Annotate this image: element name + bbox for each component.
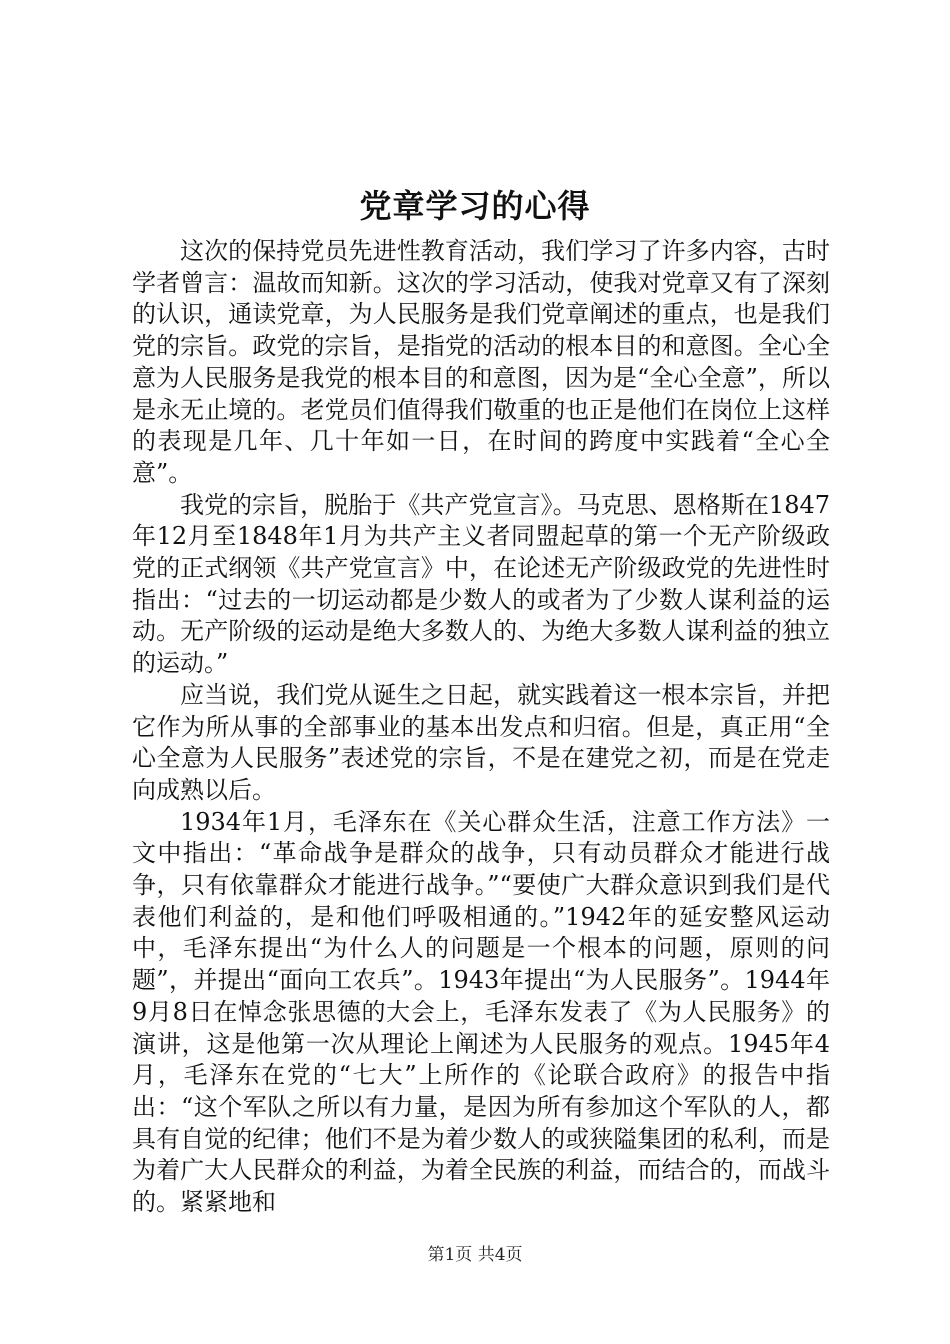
page-footer: 第1页 共4页	[427, 1245, 523, 1265]
paragraph-2: 我党的宗旨，脱胎于《共产党宣言》。马克思、恩格斯在1847年12月至1848年1月为共产主义者同盟起草的第一个无产阶级政党的正式纲领《共产党宣言》中，在论述无产阶级政党的先进性时指出：“过去的一切运动都是少数人的或者为了少数人谋利益的运动。无产阶级的运动是绝大多数人的、为绝大多数人谋利益的独立的运动。”	[132, 490, 830, 678]
document-title: 党章学习的心得	[359, 187, 591, 225]
paragraph-4: 1934年1月，毛泽东在《关心群众生活，注意工作方法》一文中指出：“革命战争是群众的战争，只有动员群众才能进行战争，只有依靠群众才能进行战争。”“要使广大群众意识到我们是代表他们利益的，是和他们呼吸相通的。”1942年的延安整风运动中，毛泽东提出“为什么人的问题是一个根本的问题，原则的问题”，并提出“面向工农兵”。1943年提出“为人民服务”。1944年9月8日在悼念张思德的大会上，毛泽东发表了《为人民服务》的演讲，这是他第一次从理论上阐述为人民服务的观点。1945年4月，毛泽东在党的“七大”上所作的《论联合政府》的报告中指出：“这个军队之所以有力量，是因为所有参加这个军队的人，都具有自觉的纪律；他们不是为着少数人的或狭隘集团的私利，而是为着广大人民群众的利益，为着全民族的利益，而结合的，而战斗的。紧紧地和	[132, 807, 830, 1217]
document-body	[132, 236, 830, 1219]
paragraph-3: 应当说，我们党从诞生之日起，就实践着这一根本宗旨，并把它作为所从事的全部事业的基本出发点和归宿。但是，真正用“全心全意为人民服务”表述党的宗旨，不是在建党之初，而是在党走向成熟以后。	[132, 680, 830, 804]
paragraph-1: 这次的保持党员先进性教育活动，我们学习了许多内容，古时学者曾言：温故而知新。这次的学习活动，使我对党章又有了深刻的认识，通读党章，为人民服务是我们党章阐述的重点，也是我们党的宗旨。政党的宗旨，是指党的活动的根本目的和意图。全心全意为人民服务是我党的根本目的和意图，因为是“全心全意”，所以是永无止境的。老党员们值得我们敬重的也正是他们在岗位上这样的表现是几年、几十年如一日，在时间的跨度中实践着“全心全意”。	[132, 237, 830, 487]
